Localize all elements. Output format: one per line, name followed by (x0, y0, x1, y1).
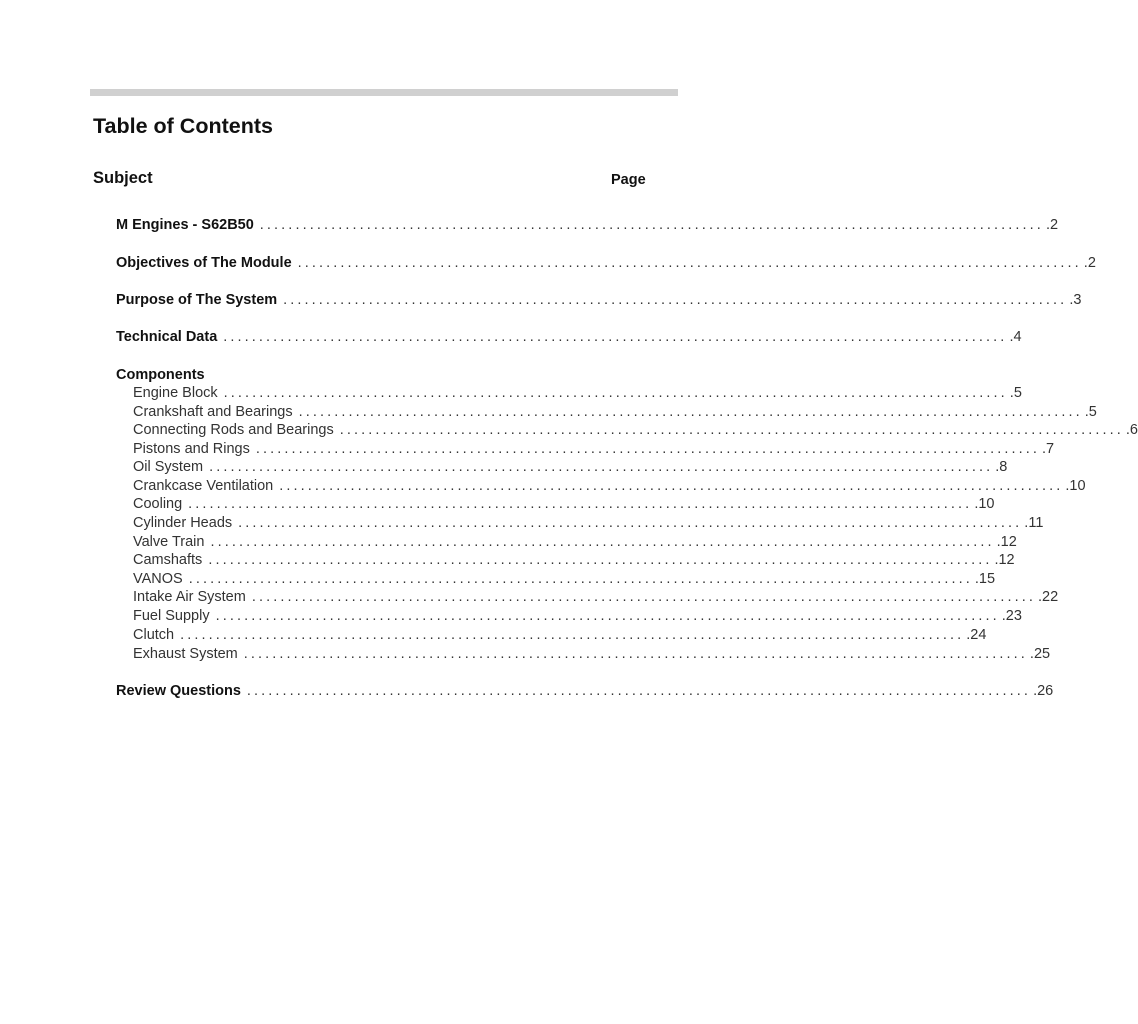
toc-entry-page: .5 (1084, 404, 1097, 420)
toc-entry-objectives[interactable] (116, 253, 1096, 273)
toc-subentry-exhaust-system[interactable] (133, 644, 1051, 664)
toc-entry-page: .11 (1024, 515, 1044, 531)
dot-leader: .............................................................................................................. (246, 683, 1032, 699)
toc-entry-label: Crankshaft and Bearings (133, 404, 293, 420)
dot-leader: .............................................................................................................. (283, 292, 1068, 308)
dot-leader: .............................................................................................................. (259, 217, 1044, 233)
dot-leader: .............................................................................................................. (223, 385, 1008, 401)
toc-entry-label: M Engines - S62B50 (116, 217, 254, 233)
toc-entry-page: .23 (1001, 608, 1022, 624)
page-title: Table of Contents (93, 114, 273, 138)
dot-leader: .............................................................................................................. (243, 646, 1028, 662)
toc-entry-page: .12 (994, 552, 1015, 568)
toc-entry-label: VANOS (133, 571, 183, 587)
dot-leader: .............................................................................................................. (223, 329, 1008, 345)
toc-subentry-camshafts[interactable] (133, 550, 1015, 570)
header-rule (90, 89, 678, 96)
toc-entry-page: .26 (1033, 683, 1054, 699)
toc-entry-label: Fuel Supply (133, 608, 210, 624)
toc-subentry-crankshaft[interactable] (133, 402, 1097, 422)
dot-leader: .............................................................................................................. (180, 627, 965, 643)
dot-leader: .............................................................................................................. (208, 552, 993, 568)
dot-leader: .............................................................................................................. (210, 534, 995, 550)
toc-entry-page: .6 (1125, 422, 1138, 438)
toc-entry-page: .7 (1042, 441, 1055, 457)
toc-entry-page: .22 (1037, 589, 1059, 605)
dot-leader: .............................................................................................................. (251, 589, 1036, 605)
toc-entry-page: .10 (974, 496, 995, 512)
toc-subentry-cylinder-heads[interactable] (133, 513, 1044, 533)
toc-entry-page: .5 (1009, 385, 1022, 401)
toc-subentry-engine-block[interactable] (133, 383, 1022, 403)
toc-entry-label: Intake Air System (133, 589, 246, 605)
dot-leader: .............................................................................................................. (188, 571, 973, 587)
dot-leader: .............................................................................................................. (238, 515, 1023, 531)
toc-entry-label: Connecting Rods and Bearings (133, 422, 334, 438)
toc-entry-page: .12 (996, 534, 1017, 550)
toc-entry-purpose[interactable] (116, 290, 1082, 310)
toc-entry-label: Exhaust System (133, 646, 238, 662)
toc-entry-label: Cylinder Heads (133, 515, 233, 531)
subject-column-heading: Subject (93, 169, 153, 187)
page-column-heading: Page (611, 172, 646, 188)
toc-entry-page: .2 (1045, 217, 1059, 233)
dot-leader: .............................................................................................................. (215, 608, 1000, 624)
toc-entry-m-engines[interactable] (116, 215, 1059, 235)
toc-entry-page: .24 (966, 627, 987, 643)
toc-subentry-connecting-rods[interactable] (133, 420, 1138, 440)
toc-subentry-crankcase-ventilation[interactable] (133, 476, 1086, 496)
dot-leader: .............................................................................................................. (188, 496, 973, 512)
toc-subentry-oil-system[interactable] (133, 457, 1008, 477)
toc-entry-label: Objectives of The Module (116, 255, 292, 271)
toc-entry-label: Technical Data (116, 329, 218, 345)
toc-entry-label: Camshafts (133, 552, 203, 568)
toc-entry-label: Clutch (133, 627, 175, 643)
toc-subentry-fuel-supply[interactable] (133, 606, 1022, 626)
dot-leader: .............................................................................................................. (339, 422, 1124, 438)
toc-entry-label: Valve Train (133, 534, 205, 550)
toc-entry-label: Pistons and Rings (133, 441, 250, 457)
toc-subentry-intake-air-system[interactable] (133, 587, 1059, 607)
toc-subentry-valve-train[interactable] (133, 532, 1017, 552)
toc-subentry-clutch[interactable] (133, 625, 987, 645)
components-heading: Components (116, 367, 205, 383)
toc-subentry-pistons[interactable] (133, 439, 1055, 459)
toc-subentry-cooling[interactable] (133, 494, 995, 514)
toc-entry-label: Purpose of The System (116, 292, 278, 308)
toc-entry-label: Cooling (133, 496, 183, 512)
toc-entry-label: Crankcase Ventilation (133, 478, 274, 494)
toc-entry-label: Engine Block (133, 385, 218, 401)
toc-entry-page: .8 (995, 459, 1008, 475)
toc-entry-page: .3 (1069, 292, 1082, 308)
toc-subentry-vanos[interactable] (133, 569, 996, 589)
toc-entry-page: .4 (1009, 329, 1022, 345)
toc-entry-page: .2 (1083, 255, 1096, 271)
dot-leader: .............................................................................................................. (209, 459, 994, 475)
dot-leader: .............................................................................................................. (255, 441, 1041, 457)
dot-leader: .............................................................................................................. (297, 255, 1082, 271)
toc-entry-page: .10 (1065, 478, 1086, 494)
toc-entry-label: Review Questions (116, 683, 241, 699)
toc-entry-page: .25 (1029, 646, 1051, 662)
toc-entry-review-questions[interactable] (116, 681, 1054, 701)
toc-entry-label: Oil System (133, 459, 204, 475)
dot-leader: .............................................................................................................. (279, 478, 1064, 494)
dot-leader: .............................................................................................................. (298, 404, 1083, 420)
toc-entry-page: .15 (974, 571, 996, 587)
toc-entry-technical-data[interactable] (116, 327, 1022, 347)
